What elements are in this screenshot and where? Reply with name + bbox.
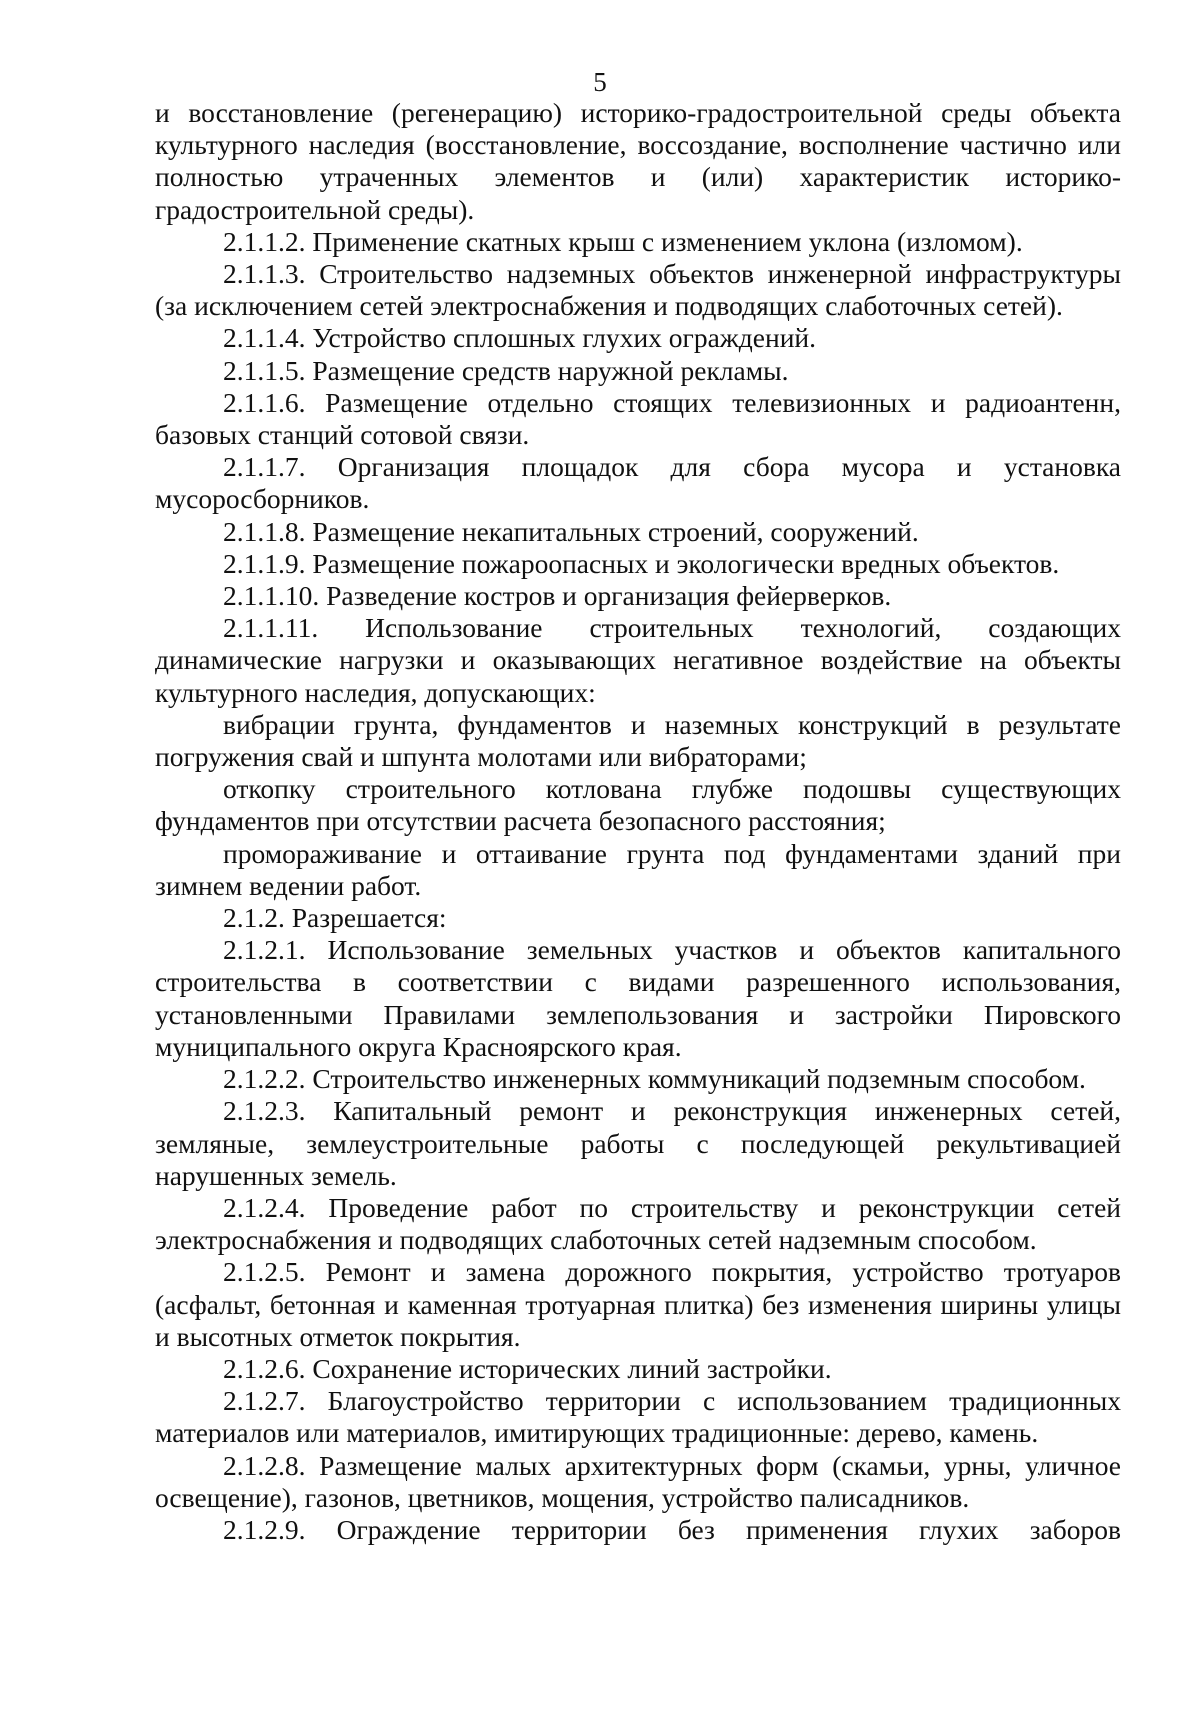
paragraph-2-1-1-6: 2.1.1.6. Размещение отдельно стоящих телевизионных и радиоантенн, базовых станций сотовой связи.	[155, 386, 1121, 451]
paragraph-vibration-item: вибрации грунта, фундаментов и наземных конструкций в результате погружения свай и шпунта молотами или вибраторами;	[155, 708, 1121, 773]
paragraph-2-1-2-9: 2.1.2.9. Ограждение территории без применения глухих заборов	[223, 1513, 1121, 1545]
paragraph-excavation-item: откопку строительного котлована глубже подошвы существующих фундаментов при отсутствии расчета безопасного расстояния;	[155, 773, 1121, 837]
paragraph-2-1-2-6: 2.1.2.6. Сохранение исторических линий застройки.	[223, 1352, 832, 1384]
paragraph-2-1-1-4: 2.1.1.4. Устройство сплошных глухих ограждений.	[223, 322, 817, 354]
paragraph-2-1-1-9: 2.1.1.9. Размещение пожароопасных и экологически вредных объектов.	[223, 547, 1060, 579]
paragraph-2-1-1-11: 2.1.1.11. Использование строительных технологий, создающих динамические нагрузки и оказывающих негативное воздействие на объекты культурного наследия, допускающих:	[155, 612, 1121, 708]
paragraph-2-1-1-3: 2.1.1.3. Строительство надземных объектов инженерной инфраструктуры (за исключением сетей электроснабжения и подводящих слаботочных сетей).	[155, 258, 1121, 322]
paragraph-2-1-1-5: 2.1.1.5. Размещение средств наружной рекламы.	[223, 354, 789, 386]
paragraph-2-1-2-5: 2.1.2.5. Ремонт и замена дорожного покрытия, устройство тротуаров (асфальт, бетонная и каменная тротуарная плитка) без изменения ширины улицы и высотных отметок покрытия.	[155, 1256, 1121, 1352]
document-body	[155, 97, 1121, 1546]
paragraph-2-1-2-8: 2.1.2.8. Размещение малых архитектурных форм (скамьи, урны, уличное освещение), газонов, цветников, мощения, устройство палисадников.	[155, 1449, 1121, 1513]
paragraph-2-1-2-1: 2.1.2.1. Использование земельных участков и объектов капитального строительства в соответствии с видами разрешенного использования, установленными Правилами землепользования и застройки Пировского муниципального округа Красноярского края.	[155, 934, 1121, 1062]
paragraph-freezing-item: промораживание и оттаивание грунта под фундаментами зданий при зимнем ведении работ.	[155, 837, 1121, 901]
paragraph-2-1-1-2: 2.1.1.2. Применение скатных крыш с изменением уклона (изломом).	[223, 225, 1023, 257]
paragraph-2-1-1-10: 2.1.1.10. Разведение костров и организация фейерверков.	[223, 580, 892, 612]
paragraph-2-1-1-8: 2.1.1.8. Размещение некапитальных строений, сооружений.	[223, 515, 919, 547]
paragraph-2-1-1-7: 2.1.1.7. Организация площадок для сбора мусора и установка мусоросборников.	[155, 451, 1121, 515]
page-number: 5	[593, 67, 607, 97]
paragraph-2-1-2-3: 2.1.2.3. Капитальный ремонт и реконструкция инженерных сетей, земляные, землеустроительные работы с последующей рекультивацией нарушенных земель.	[155, 1095, 1121, 1191]
paragraph-2-1-2-7: 2.1.2.7. Благоустройство территории с использованием традиционных материалов или материалов, имитирующих традиционные: дерево, камень.	[155, 1385, 1121, 1449]
paragraph-2-1-2-4: 2.1.2.4. Проведение работ по строительству и реконструкции сетей электроснабжения и подводящих слаботочных сетей надземным способом.	[155, 1191, 1121, 1256]
paragraph-continuation: и восстановление (регенерацию) историко-градостроительной среды объекта культурного наследия (восстановление, воссоздание, восполнение частично или полностью утраченных элементов и (или) характеристик историко-градостроительной среды).	[155, 97, 1121, 225]
paragraph-2-1-2: 2.1.2. Разрешается:	[223, 902, 447, 934]
paragraph-2-1-2-2: 2.1.2.2. Строительство инженерных коммуникаций подземным способом.	[223, 1063, 1086, 1095]
